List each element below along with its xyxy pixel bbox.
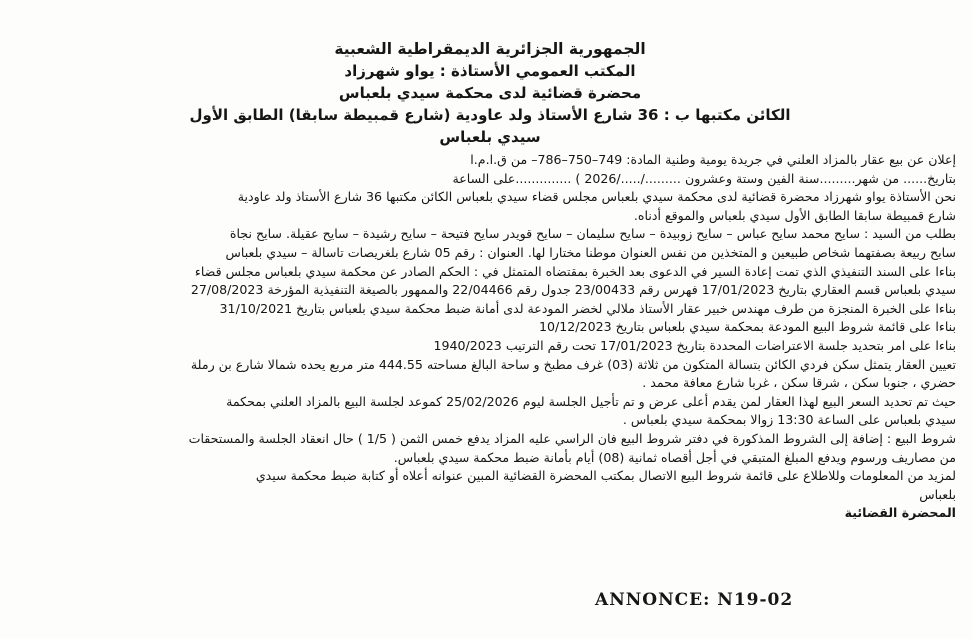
body-line: حيث تم تحديد السعر البيع لهذا العقار لمن يقدم أعلى عرض و تم تأجيل الجلسة ليوم 25/02/2026 كموعد لجلسة البيع بالمزاد العلني بمحكمة bbox=[226, 393, 956, 409]
body-line: بناءا على قائمة شروط البيع المودعة بمحكمة سيدي بلعباس بتاريخ 10/12/2023 bbox=[539, 319, 956, 335]
body-line: بطلب من السيد : سايح محمد سايح عباس – سايح زوبيدة – سايح سليمان – سايح قويدر سايح فتيحة – سايح رشيدة – سايح عقيلة. سايح نجاة bbox=[229, 226, 956, 242]
body-line: بناءا على الخبرة المنجزة من طرف مهندس خبير عقار الأستاذ ملالي لخضر المودعة لدى أمانة ضبط محكمة سيدي بلعباس بتاريخ 31/10/2021 bbox=[219, 300, 956, 316]
body-line: سيدي بلعباس على الساعة 13:30 زوالا بمحكمة سيدي بلعباس . bbox=[622, 412, 956, 428]
header-office-name: المكتب العمومي الأستاذة : يواو شهرزاد bbox=[344, 62, 636, 80]
body-line: نحن الأستاذة يواو شهرزاد محضرة قضائية لدى محكمة سيدي بلعباس مجلس قضاء سيدي بلعباس الكائن مكتبها 36 شارع الأستاذ ولد عاودية bbox=[237, 189, 956, 205]
body-line: تعيين العقار يتمثل سكن فردي الكائن بتسالة المتكون من ثلاثة (03) غرف مطبخ و ساحة البالغ مساحته 444.55 متر مربع يحده شمالا شارع بن رملة bbox=[190, 356, 956, 372]
header-office-address: الكائن مكتبها ب : 36 شارع الأستاذ ولد عاودية (شارع قمبيطة سابقا) الطابق الأول bbox=[189, 106, 791, 124]
body-line: بناءا على امر بتحديد جلسة الاعتراضات المحددة بتاريخ 17/01/2023 تحت رقم الترتيب 1940/2023 bbox=[433, 337, 956, 353]
body-line: بناءا على السند التنفيذي الذي تمت إعادة السير في الدعوى بعد الخبرة بمقتضاه المتمثل في : الحكم الصادر عن محكمة سيدي بلعباس مجلس قضاء bbox=[194, 263, 956, 279]
body-line: شارع قمبيطة سابقا الطابق الأول سيدي بلعباس والموقع أدناه. bbox=[633, 207, 956, 223]
signature-line: المحضرة القضائية bbox=[844, 505, 956, 521]
body-line: شروط البيع : إضافة إلى الشروط المذكورة في دفتر شروط البيع فان الراسي عليه المزاد يدفع خمس الثمن ( 1/5 ) حال انعقاد الجلسة والمستحقات bbox=[188, 430, 956, 446]
body-line: سيدي بلعباس قسم العقاري بتاريخ 17/01/2023 فهرس رقم 23/00433 جدول رقم 22/04466 والممهور بالصيغة التنفيذية المؤرخة 27/08/2023 bbox=[190, 282, 956, 298]
body-line: سايح ربيعة بصفتهما شخاص طبيعين و المتخذين من نفس العنوان موطنا مختارا لها. العنوان : رقم 05 شارع بلغريصات تاسالة – سيدي بلعباس bbox=[225, 244, 956, 260]
body-line: بتاريخ...... من شهر.........سنة الفين وستة وعشرون ........./...../2026 ) ..............على الساعة bbox=[452, 170, 956, 186]
header-bailiff-title: محضرة قضائية لدى محكمة سيدي بلعباس bbox=[338, 84, 642, 102]
body-line: حضري ، جنوبا سكن ، شرقا سكن ، غربا شارع معافة محمد . bbox=[642, 375, 956, 391]
annonce-reference: ANNONCE: N19-02 bbox=[595, 590, 794, 610]
header-republic-title: الجمهورية الجزائرية الديمقراطية الشعبية bbox=[334, 40, 646, 58]
body-line: من مصاريف ورسوم ويدفع المبلغ المتبقي في أجل أقصاه ثمانية (08) أيام بأمانة ضبط محكمة سيدي بلعباس. bbox=[393, 449, 956, 465]
document-header bbox=[120, 38, 860, 148]
announcement-body bbox=[10, 151, 956, 523]
body-line: بلعباس bbox=[919, 486, 956, 502]
body-line: إعلان عن بيع عقار بالمزاد العلني في جريدة يومية وطنية المادة: 749–750–786– من ق.ا.م.ا bbox=[470, 152, 956, 167]
body-line: لمزيد من المعلومات وللاطلاع على قائمة شروط البيع الاتصال بمكتب المحضرة القضائية المبين عنوانه أعلاه أو كتابة ضبط محكمة سيدي bbox=[255, 468, 956, 484]
header-city: سيدي بلعباس bbox=[439, 128, 541, 146]
